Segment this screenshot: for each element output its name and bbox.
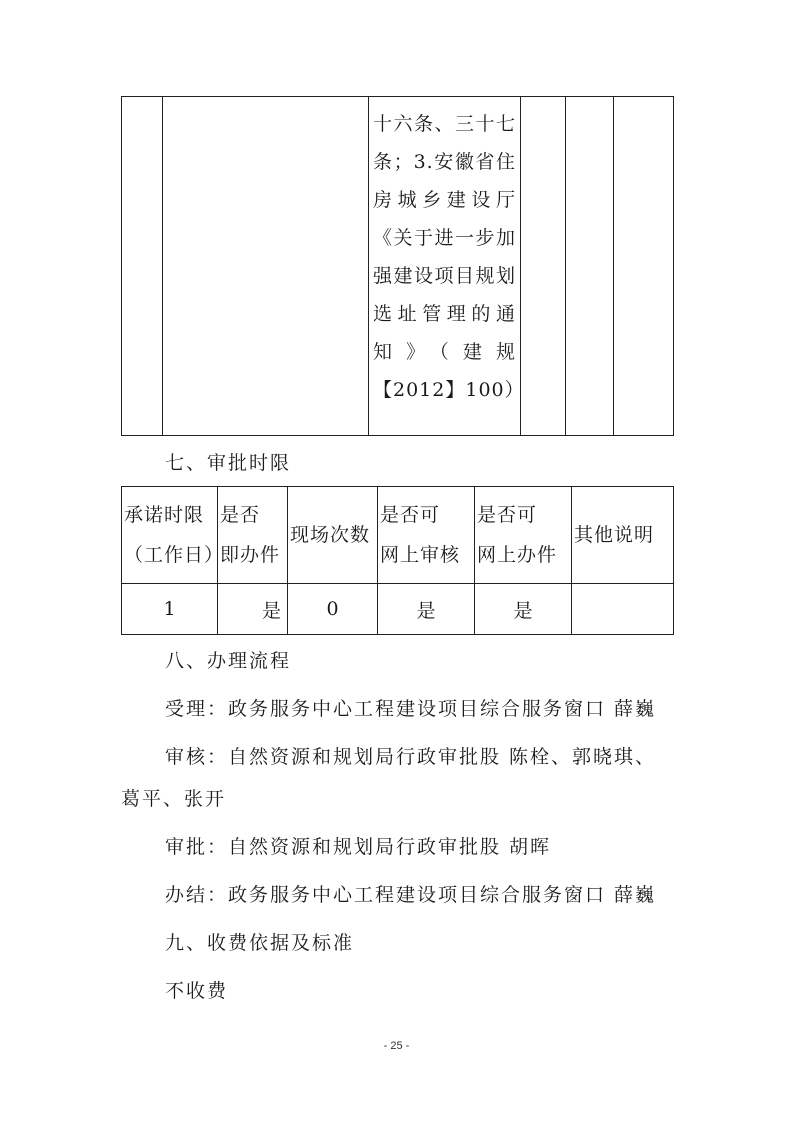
- continued-table: [121, 96, 674, 436]
- table-cell-empty: [614, 97, 674, 436]
- table-cell-empty: [521, 97, 566, 436]
- process-accept: 受理：政务服务中心工程建设项目综合服务窗口 薛巍: [165, 698, 657, 720]
- header-online-handle: [475, 487, 572, 584]
- time-limit-table: [121, 486, 674, 635]
- table-cell-legal-basis: [369, 97, 525, 436]
- header-line: 即办件: [220, 544, 281, 566]
- section-9-heading: 九、收费依据及标准: [165, 932, 355, 954]
- header-visits: [288, 487, 378, 584]
- section-7-heading: 七、审批时限: [165, 452, 292, 474]
- page-number: - 25 -: [383, 1040, 410, 1052]
- table-cell-index: [122, 97, 163, 436]
- basis-line: 房城乡建设厅: [373, 189, 516, 211]
- value-visits: 0: [288, 584, 378, 635]
- header-line: 现场次数: [290, 524, 371, 546]
- process-review-continued: 葛平、张开: [121, 788, 227, 810]
- value-online-review: 是: [378, 584, 475, 635]
- header-commit-limit: [122, 487, 225, 584]
- value-other: [572, 584, 674, 635]
- process-approve: 审批：自然资源和规划局行政审批股 胡晖: [165, 836, 552, 858]
- header-line: （工作日）: [124, 544, 225, 566]
- basis-line: 强建设项目规划: [373, 265, 516, 287]
- header-line: 是否可: [380, 504, 441, 526]
- header-line: 是否可: [477, 504, 538, 526]
- fee-content: 不收费: [165, 980, 229, 1002]
- value-instant: 是: [218, 584, 288, 635]
- basis-line: 知》（建规: [373, 341, 516, 363]
- header-other: [572, 487, 674, 584]
- header-online-review: [378, 487, 475, 584]
- table-cell-content: [163, 97, 369, 436]
- header-line: 网上办件: [477, 544, 558, 566]
- process-complete: 办结：政务服务中心工程建设项目综合服务窗口 薛巍: [165, 884, 657, 906]
- header-instant: [218, 487, 288, 584]
- header-line: 其他说明: [574, 524, 655, 546]
- header-line: 是否: [220, 504, 261, 526]
- basis-line: 条；3.安徽省住: [373, 151, 516, 173]
- table-cell-empty: [566, 97, 614, 436]
- header-line: 网上审核: [380, 544, 461, 566]
- value-online-handle: 是: [475, 584, 572, 635]
- value-commit-limit: 1: [122, 584, 218, 635]
- section-8-heading: 八、办理流程: [165, 650, 292, 672]
- basis-line: 【2012】100）: [373, 379, 525, 401]
- basis-line: 《关于进一步加: [373, 227, 516, 249]
- basis-line: 选址管理的通: [373, 303, 516, 325]
- basis-line: 十六条、三十七: [373, 113, 516, 135]
- process-review: 审核：自然资源和规划局行政审批股 陈栓、郭晓琪、: [165, 746, 657, 768]
- header-line: 承诺时限: [124, 504, 205, 526]
